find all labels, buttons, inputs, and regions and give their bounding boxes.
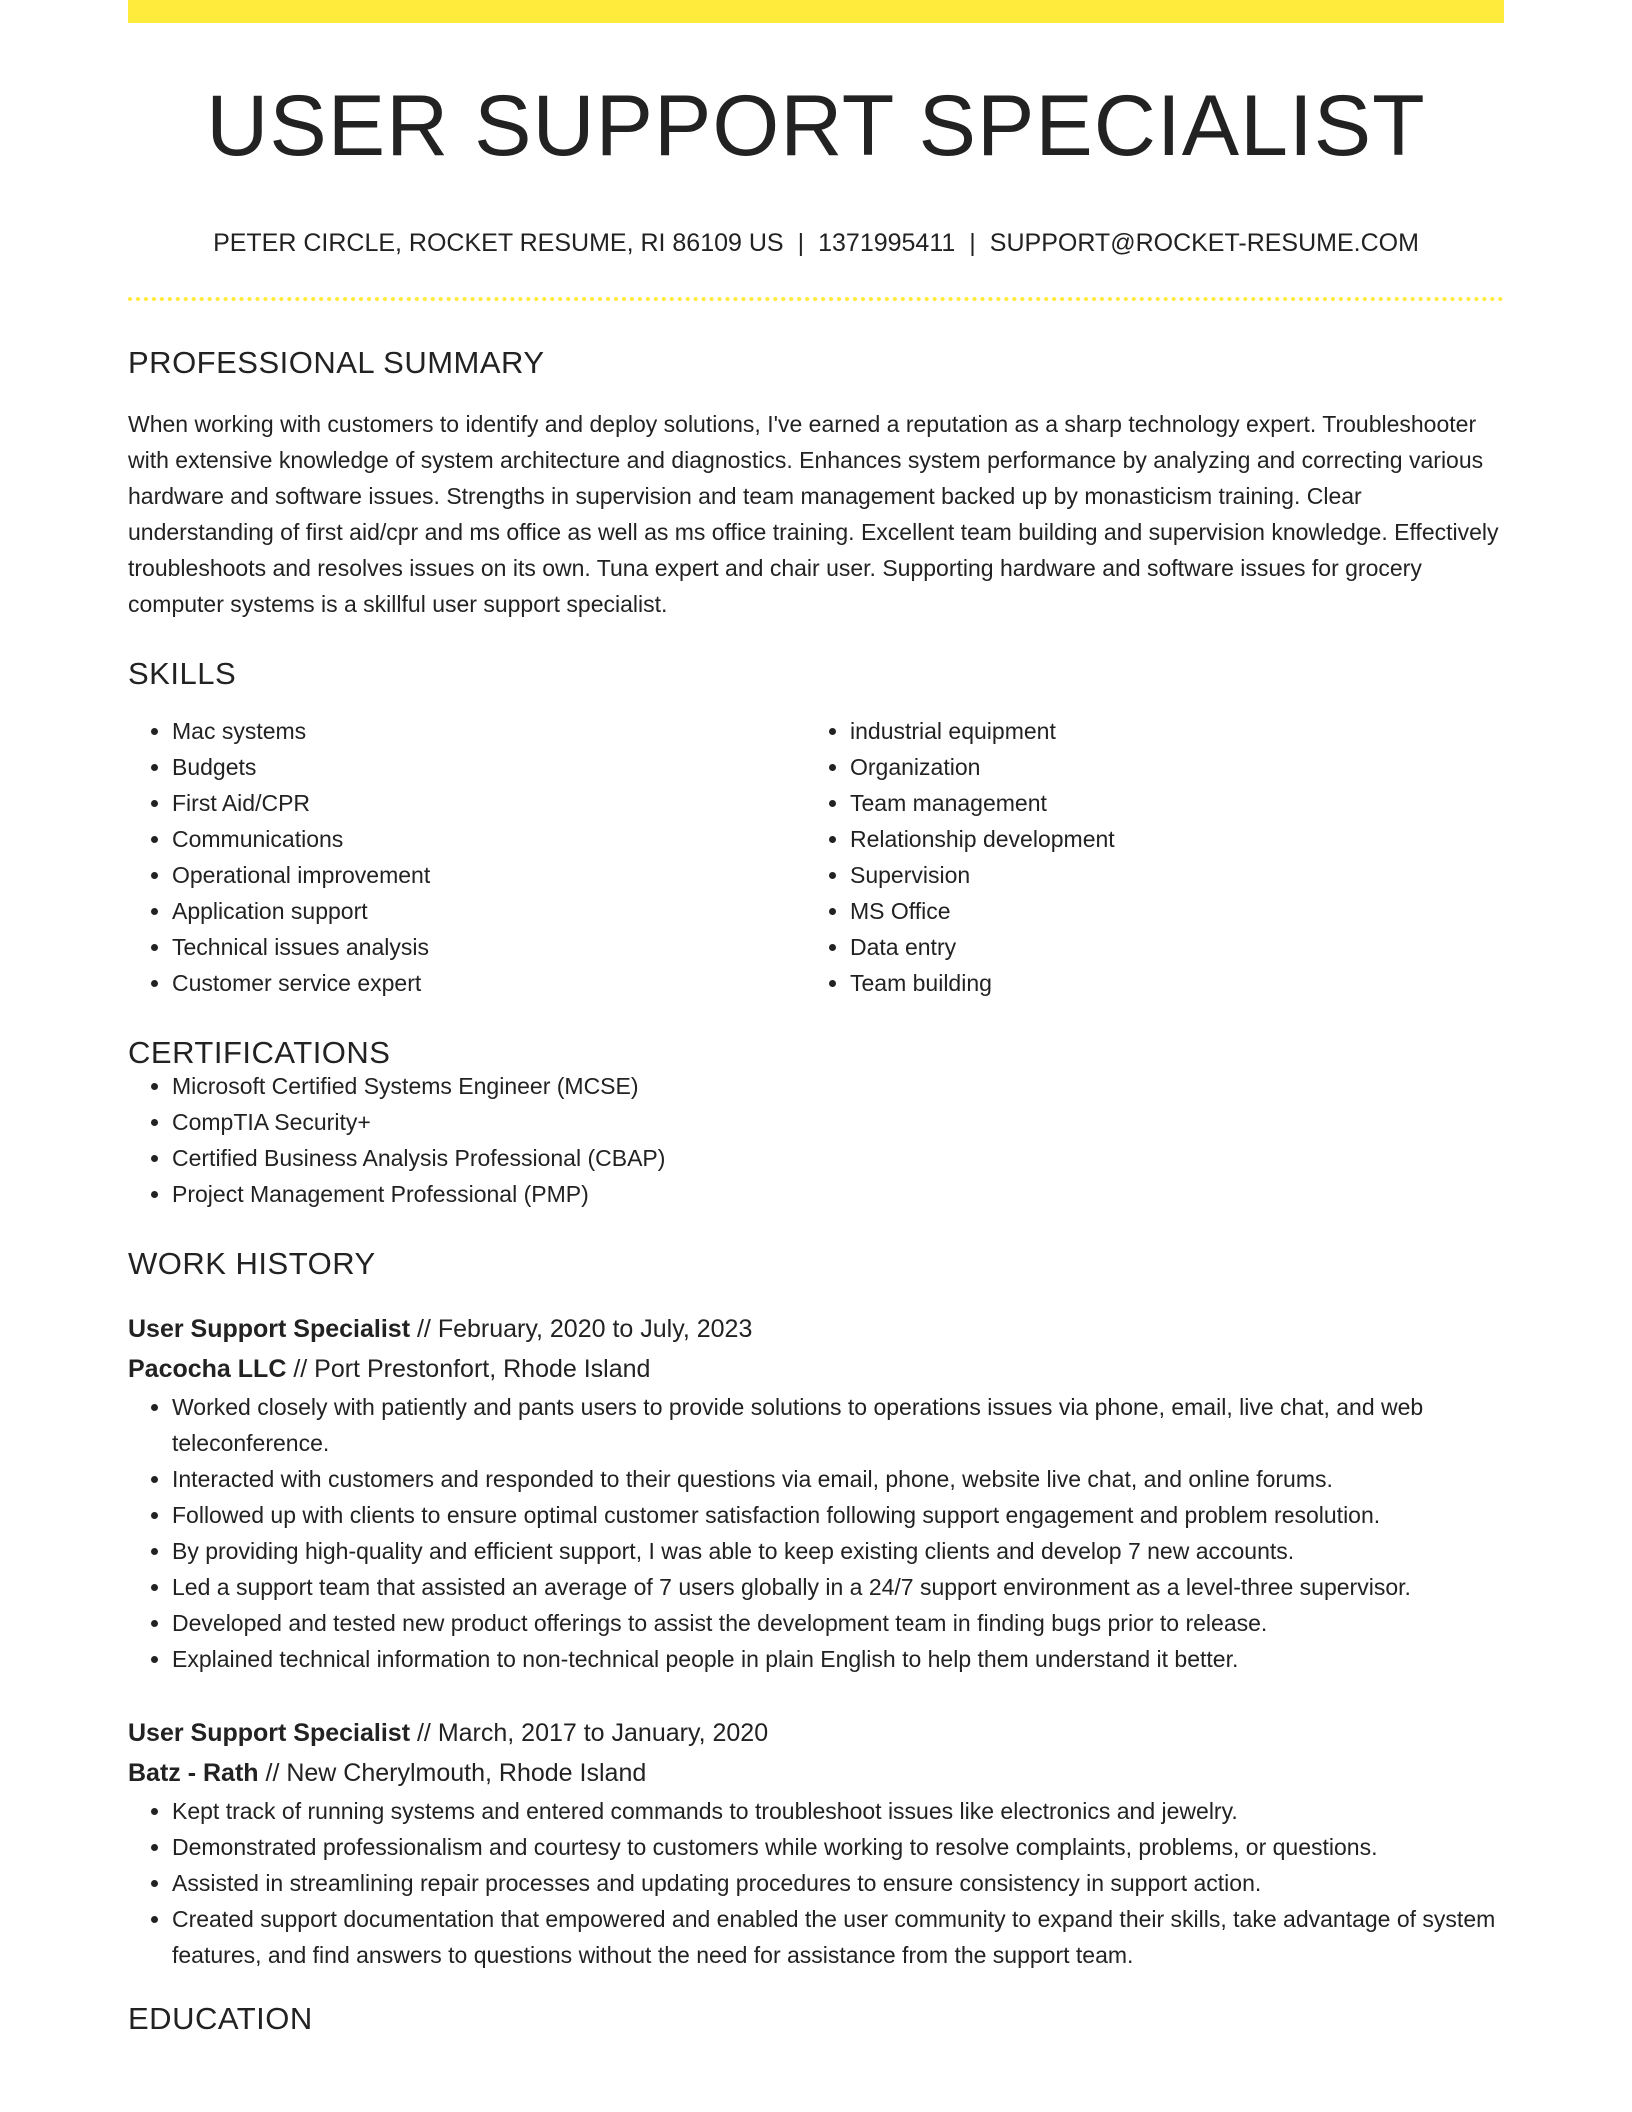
job-bullet: • Worked closely with patiently and pants users to provide solutions to operations issues via phone, email, live chat, and web teleconference. — [172, 1389, 1504, 1461]
resume-page — [128, 0, 1504, 2034]
skill-item: • industrial equipment — [850, 713, 1484, 749]
skill-item: • Data entry — [850, 929, 1484, 965]
certification-item: • Certified Business Analysis Professional (CBAP) — [172, 1140, 1504, 1176]
job-title: User Support Specialist — [128, 1719, 411, 1747]
job-bullet: • Demonstrated professionalism and courtesy to customers while working to resolve complaints, problems, or questions. — [172, 1829, 1504, 1865]
summary-text: When working with customers to identify and deploy solutions, I've earned a reputation as a sharp technology expert. Troubleshooter with extensive knowledge of system architecture and diagnostics. Enhances system performance by analyzing and correcting various hardware and software issues. Strengths in supervision and team management backed up by monasticism training. Clear understanding of first aid/cpr and ms office as well as ms office training. Excellent team building and supervision knowledge. Effectively troubleshoots and resolves issues on its own. Tuna expert and chair user. Supporting hardware and software issues for grocery computer systems is a skillful user support specialist. — [128, 411, 1499, 617]
skill-item: • Team building — [850, 965, 1484, 1001]
certifications-list — [128, 1068, 1504, 1212]
job-bullet: • Created support documentation that empowered and enabled the user community to expand their skills, take advantage of system features, and find answers to questions without the need for assistance from the support team. — [172, 1901, 1504, 1973]
job-bullet: • Explained technical information to non-technical people in plain English to help them understand it better. — [172, 1641, 1504, 1677]
summary-heading: PROFESSIONAL SUMMARY — [128, 345, 545, 380]
certification-item: • CompTIA Security+ — [172, 1104, 1504, 1140]
contact-separator: | — [797, 229, 805, 257]
contact-phone[interactable]: 1371995411 — [818, 229, 956, 257]
resume-title: USER SUPPORT SPECIALIST — [206, 78, 1426, 174]
skill-item: • Technical issues analysis — [172, 929, 806, 965]
job-bullet-list — [128, 1793, 1504, 1973]
job-title-line — [128, 1713, 1504, 1753]
accent-top-bar — [128, 0, 1504, 23]
skill-item: • Customer service expert — [172, 965, 806, 1001]
skill-item: • Organization — [850, 749, 1484, 785]
skill-item: • Relationship development — [850, 821, 1484, 857]
skills-grid — [128, 713, 1504, 1001]
skill-item: • Supervision — [850, 857, 1484, 893]
skills-heading: SKILLS — [128, 656, 237, 691]
education-heading: EDUCATION — [128, 2001, 313, 2036]
job-bullet-list — [128, 1389, 1504, 1677]
job-location: // Port Prestonfort, Rhode Island — [286, 1355, 651, 1383]
contact-address: PETER CIRCLE, ROCKET RESUME, RI 86109 US — [213, 229, 784, 257]
job-location: // New Cherylmouth, Rhode Island — [258, 1759, 647, 1787]
job-bullet: • Led a support team that assisted an average of 7 users globally in a 24/7 support environment as a level-three supervisor. — [172, 1569, 1504, 1605]
job-dates: // February, 2020 to July, 2023 — [410, 1315, 753, 1343]
job-company-line — [128, 1349, 1504, 1389]
skill-item: • Budgets — [172, 749, 806, 785]
job-bullet: • Assisted in streamlining repair processes and updating procedures to ensure consistency in support action. — [172, 1865, 1504, 1901]
job-bullet: • By providing high-quality and efficient support, I was able to keep existing clients and develop 7 new accounts. — [172, 1533, 1504, 1569]
skill-item: • MS Office — [850, 893, 1484, 929]
job-bullet: • Interacted with customers and responded to their questions via email, phone, website live chat, and online forums. — [172, 1461, 1504, 1497]
skill-item: • Communications — [172, 821, 806, 857]
skill-item: • Operational improvement — [172, 857, 806, 893]
dotted-divider — [128, 297, 1504, 301]
job-title: User Support Specialist — [128, 1315, 411, 1343]
work-history-heading: WORK HISTORY — [128, 1246, 376, 1281]
job-company: Pacocha LLC — [128, 1355, 287, 1383]
certification-item: • Project Management Professional (PMP) — [172, 1176, 1504, 1212]
skills-right-column — [806, 713, 1484, 1001]
contact-line — [128, 231, 1504, 256]
job-bullet: • Developed and tested new product offerings to assist the development team in finding bugs prior to release. — [172, 1605, 1504, 1641]
contact-separator: | — [969, 229, 976, 257]
job-bullet: • Followed up with clients to ensure optimal customer satisfaction following support engagement and problem resolution. — [172, 1497, 1504, 1533]
job-entry — [128, 1309, 1504, 1677]
job-title-line — [128, 1309, 1504, 1349]
job-company-line — [128, 1753, 1504, 1793]
job-company: Batz - Rath — [128, 1759, 259, 1787]
skill-item: • Mac systems — [172, 713, 806, 749]
skill-item: • Team management — [850, 785, 1484, 821]
job-entry — [128, 1713, 1504, 1973]
certification-item: • Microsoft Certified Systems Engineer (MCSE) — [172, 1068, 1504, 1104]
skills-left-column — [128, 713, 806, 1001]
skill-item: • First Aid/CPR — [172, 785, 806, 821]
job-dates: // March, 2017 to January, 2020 — [410, 1719, 769, 1747]
job-bullet: • Kept track of running systems and entered commands to troubleshoot issues like electronics and jewelry. — [172, 1793, 1504, 1829]
certifications-heading: CERTIFICATIONS — [128, 1035, 391, 1070]
skill-item: • Application support — [172, 893, 806, 929]
contact-email[interactable]: SUPPORT@ROCKET-RESUME.COM — [989, 229, 1419, 257]
